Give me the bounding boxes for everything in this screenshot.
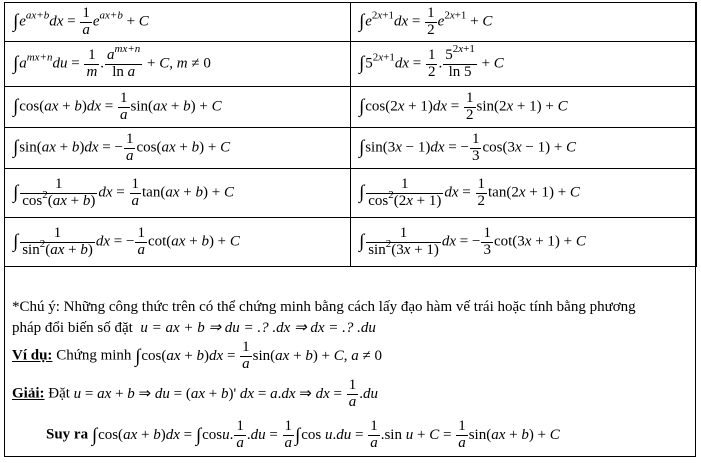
note-line-2-math: u = ax + b ⇒ du = .? .dx ⇒ dx = .? .du [136,320,376,336]
example-line [12,340,382,373]
conclusion-label: Suy ra [46,426,89,443]
example-label: Ví dụ: [12,347,53,364]
note-line-2-text: pháp đổi biến số đặt [12,320,133,336]
table-row [5,128,697,169]
table-row [5,87,697,128]
formula-table [4,2,697,267]
conclusion-formula: ∫cos(ax + b)dx = ∫cosu. $\frac{1}{a}$ .du = $\frac{1}{a}$ ∫cos u.du = $\frac{1}{a}$ .sin u + C = $\frac{1}{a}$ sin(ax + b) + C [91,418,560,451]
formula-cell: $\int e^{ax+b}dx$ = $\frac{1}{a}$ $e^{ax+b} + C$ [5,3,351,42]
example-formula: ∫cos(ax + b)dx = $\frac{1}{a}$ sin(ax + b) + C, a ≠ 0 [135,339,383,372]
formula-cell: ∫ $\frac{1}{\sin^2(ax + b)}$ dx = − $\frac{1}{a}$ cot(ax + b) + C [5,218,351,267]
solution-formula: u = ax + b ⇒ du = (ax + b)' dx = a.dx ⇒ dx = $\frac{1}{a}$ .du [73,377,378,410]
table-row [5,169,697,218]
formula-cell: ∫cos(ax + b)dx = $\frac{1}{a}$ sin(ax + b) + C [5,87,351,128]
formula-cell: $\int e^{2x+1}dx$ = $\frac{1}{2}$ $e^{2x+1} + C$ [351,3,697,42]
note-line-2 [12,318,376,337]
table-row [5,218,697,267]
formula-cell: ∫sin(ax + b)dx = − $\frac{1}{a}$ cos(ax + b) + C [5,128,351,169]
formula-cell: ∫ $\frac{1}{\cos^2(2x + 1)}$ dx = $\frac{1}{2}$ tan(2x + 1) + C [351,169,697,218]
note-line-1: *Chú ý: Những công thức trên có thể chứng minh bằng cách lấy đạo hàm vế trái hoặc tính bằng phương [12,299,636,315]
conclusion-line [46,419,560,452]
formula-cell: ∫ $\frac{1}{\cos^2(ax + b)}$ dx = $\frac{1}{a}$ tan(ax + b) + C [5,169,351,218]
notes-section [4,293,696,457]
formula-cell: ∫cos(2x + 1)dx = $\frac{1}{2}$ sin(2x + 1) + C [351,87,697,128]
table-row [5,42,697,87]
table-row [5,3,697,42]
formula-cell: $\int a^{mx+n}du$ = $\frac{1}{m}$ . $a^{mx+n}$ ln a + C, m ≠ 0 [5,42,351,87]
solution-line [12,378,378,411]
example-text: Chứng minh [56,347,132,364]
solution-label: Giải: [12,385,45,402]
solution-text: Đặt [48,385,70,402]
formula-cell: ∫ $\frac{1}{\sin^2(3x + 1)}$ dx = − $\frac{1}{3}$ cot(3x + 1) + C [351,218,697,267]
formula-cell: $\int 5^{2x+1}dx$ = $\frac{1}{2}$ . $\frac{5^{2x+1}}{\ln 5}$ + C [351,42,697,87]
formula-cell: ∫sin(3x − 1)dx = − $\frac{1}{3}$ cos(3x − 1) + C [351,128,697,169]
